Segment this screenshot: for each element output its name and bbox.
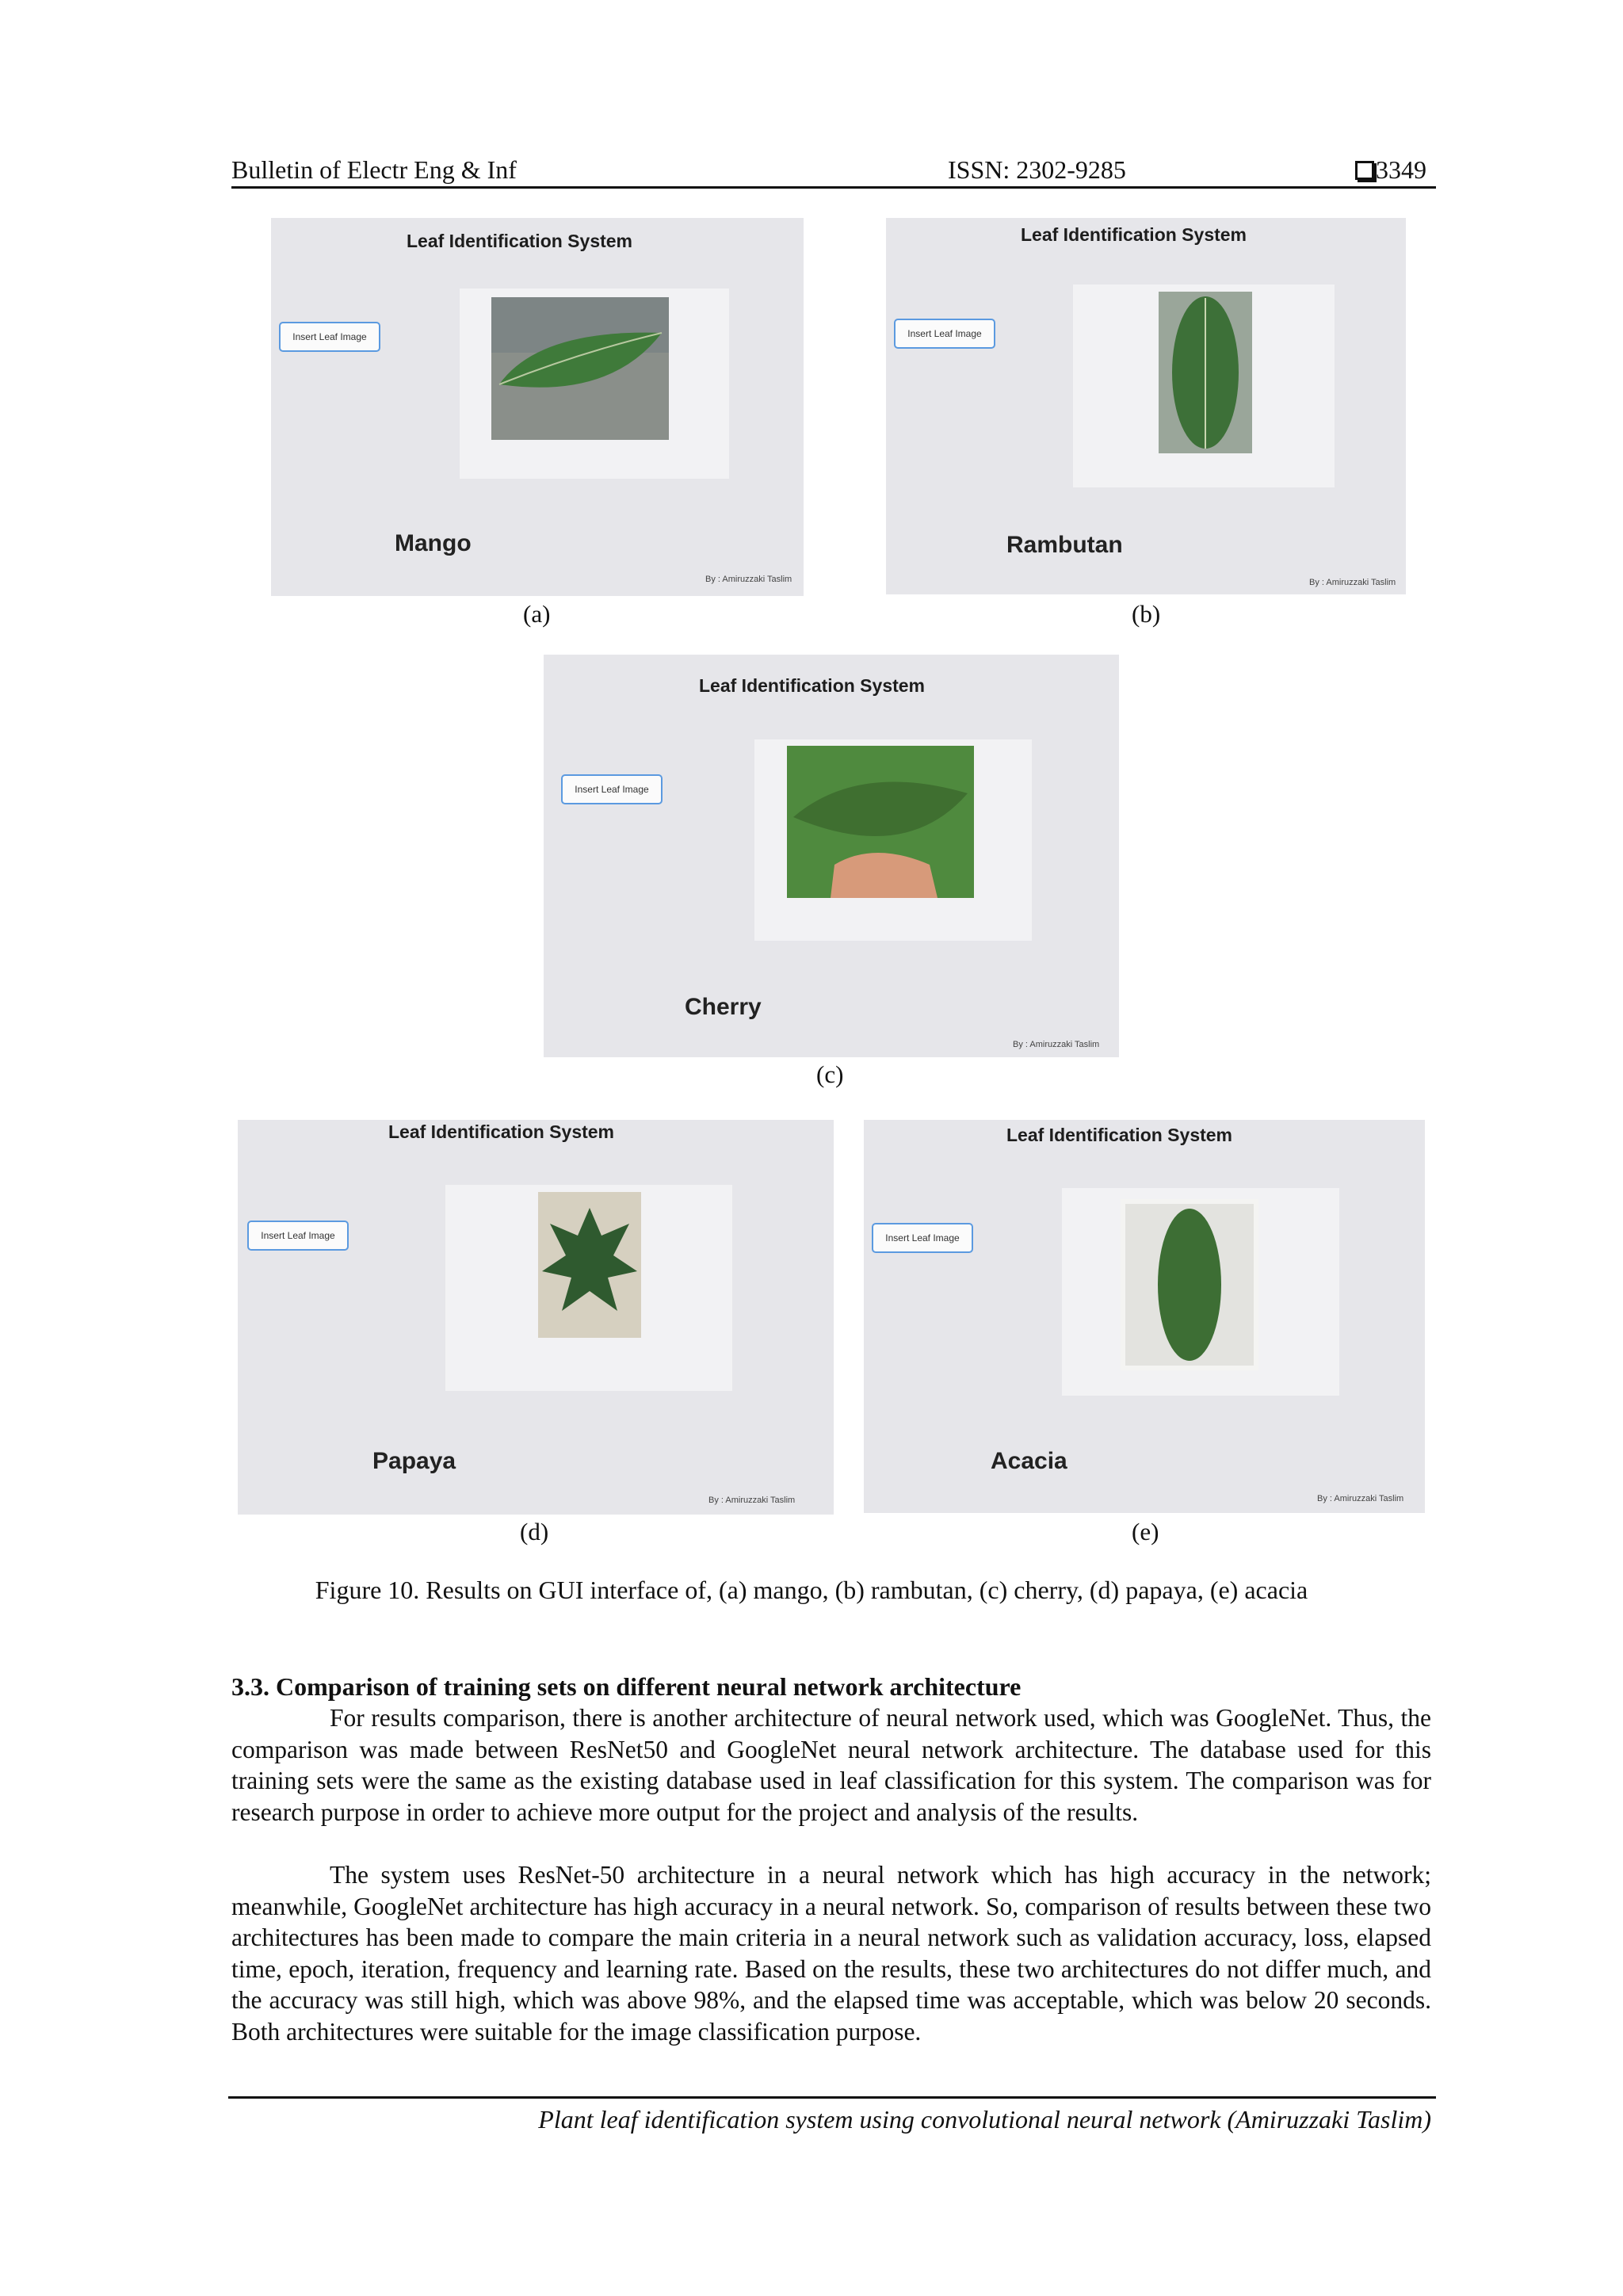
gui-panel-cherry [544, 655, 1119, 1057]
insert-leaf-image-button[interactable]: Insert Leaf Image [894, 319, 995, 349]
gui-title: Leaf Identification System [388, 1121, 615, 1142]
cherry-leaf-icon [787, 746, 974, 898]
issn: ISSN: 2302-9285 [948, 155, 1126, 184]
papaya-leaf-icon [538, 1192, 641, 1338]
body-paragraph: For results comparison, there is another architecture of neural network used, which was GoogleNet. Thus, the comparison was made between ResNet50 and GoogleNet neural network architecture. The database used for this training sets were the same as the existing database used in leaf classification for this system. The comparison was for research purpose in order to achieve more output for the project and analysis of the results. [231, 1704, 1431, 1826]
page-number [1355, 154, 1426, 185]
journal-name: Bulletin of Electr Eng & Inf [231, 155, 517, 184]
result-label: Papaya [372, 1448, 456, 1474]
subfigure-label: (c) [816, 1060, 844, 1088]
credit-text: By : Amiruzzaki Taslim [708, 1496, 796, 1505]
subfigure-label: (a) [523, 600, 551, 628]
header-rule [231, 186, 1436, 189]
credit-text: By : Amiruzzaki Taslim [705, 575, 792, 584]
page-number-text: 3349 [1376, 155, 1426, 184]
result-label: Mango [395, 530, 472, 556]
figure-caption: Figure 10. Results on GUI interface of, (a) mango, (b) rambutan, (c) cherry, (d) papaya, (e) acacia [315, 1576, 1308, 1604]
body-paragraph: The system uses ResNet-50 architecture in a neural network which has high accuracy in the network; meanwhile, GoogleNet architecture has high accuracy in a neural network. So, comparison of results between these two architectures has been made to compare the main criteria in a neural network such as validation accuracy, loss, elapsed time, epoch, iteration, frequency and learning rate. Based on the results, these two architectures do not differ much, and the accuracy was still high, which was above 98%, and the elapsed time was acceptable, which was below 20 seconds. Both architectures were suitable for the image classification purpose. [231, 1861, 1431, 2046]
result-label: Rambutan [1006, 532, 1123, 558]
insert-leaf-image-button[interactable]: Insert Leaf Image [872, 1223, 973, 1253]
leaf-photo [491, 297, 669, 440]
subfigure-label: (e) [1132, 1518, 1159, 1545]
rambutan-leaf-icon [1159, 292, 1252, 453]
result-label: Cherry [685, 994, 762, 1020]
leaf-photo [1159, 292, 1252, 453]
insert-leaf-image-button[interactable]: Insert Leaf Image [247, 1221, 349, 1251]
gui-title: Leaf Identification System [699, 675, 926, 696]
credit-text: By : Amiruzzaki Taslim [1309, 578, 1396, 587]
footer-rule [228, 2096, 1436, 2099]
box-icon [1355, 161, 1374, 180]
credit-text: By : Amiruzzaki Taslim [1317, 1494, 1404, 1503]
insert-leaf-image-button[interactable]: Insert Leaf Image [561, 774, 663, 804]
insert-leaf-image-button[interactable]: Insert Leaf Image [279, 322, 380, 352]
leaf-photo [787, 746, 974, 898]
leaf-photo [1121, 1199, 1258, 1370]
gui-title: Leaf Identification System [1021, 224, 1247, 245]
gui-title: Leaf Identification System [407, 231, 633, 251]
section-heading: 3.3. Comparison of training sets on different neural network architecture [231, 1672, 1022, 1701]
acacia-leaf-icon [1121, 1199, 1258, 1370]
subfigure-label: (d) [520, 1518, 549, 1545]
gui-panel-acacia [864, 1120, 1425, 1513]
gui-panel-papaya [238, 1120, 834, 1515]
subfigure-label: (b) [1132, 600, 1161, 628]
leaf-photo [538, 1192, 641, 1338]
gui-panel-rambutan [886, 218, 1406, 594]
gui-title: Leaf Identification System [1006, 1125, 1233, 1145]
running-footer: Plant leaf identification system using convolutional neural network (Amiruzzaki Taslim) [538, 2105, 1431, 2134]
result-label: Acacia [991, 1448, 1067, 1474]
mango-leaf-icon [491, 297, 669, 440]
credit-text: By : Amiruzzaki Taslim [1013, 1040, 1100, 1049]
gui-panel-mango [271, 218, 804, 596]
